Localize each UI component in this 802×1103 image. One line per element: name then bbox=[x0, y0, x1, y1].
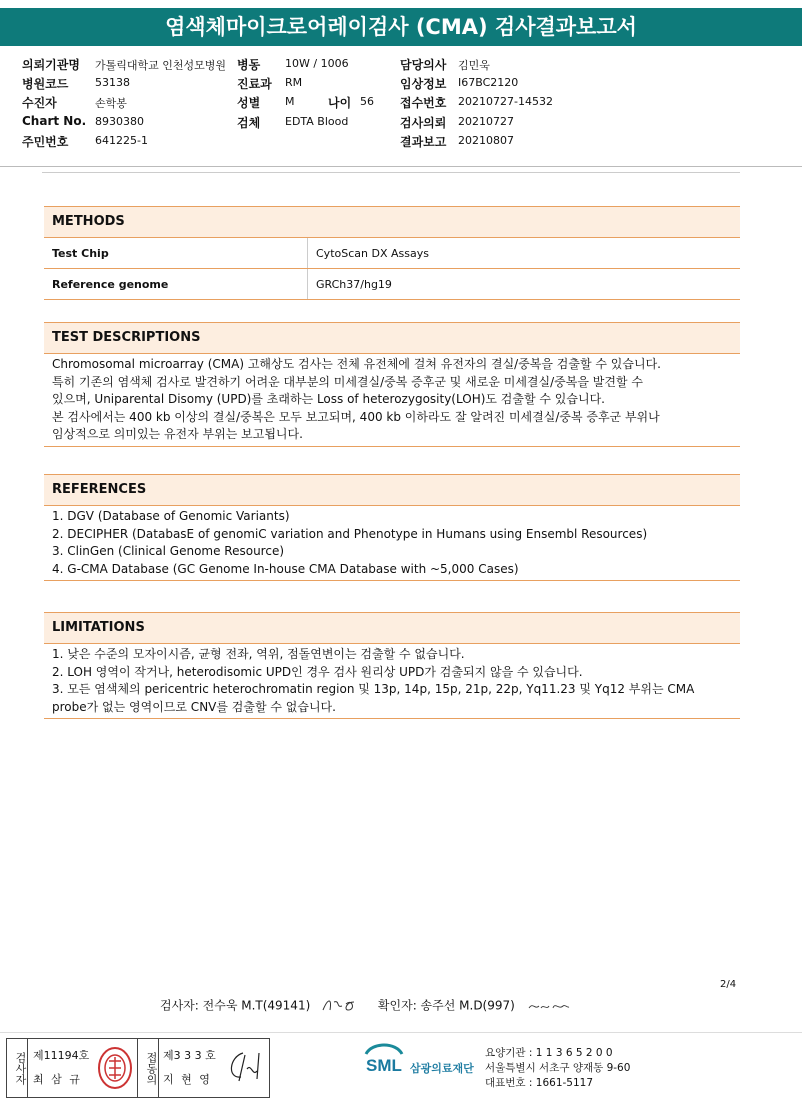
value-request-date: 20210727 bbox=[458, 115, 514, 128]
patient-info bbox=[0, 54, 802, 167]
footer-divider bbox=[0, 1032, 802, 1033]
signature-icon bbox=[223, 1049, 263, 1085]
label-resident-no: 주민번호 bbox=[22, 135, 69, 149]
org-contact bbox=[485, 1046, 630, 1091]
list-item: 2. LOH 영역이 작거나, heterodisomic UPD인 경우 검사 원리상 UPD가 검출되지 않을 수 있습니다. bbox=[52, 664, 583, 679]
label-ward: 병동 bbox=[237, 58, 261, 72]
limitations-section bbox=[44, 612, 740, 719]
examiner-text: 검사자: 전수욱 M.T(49141) bbox=[160, 998, 311, 1013]
label-chart-no: Chart No. bbox=[22, 114, 87, 128]
methods-key: Test Chip bbox=[44, 238, 308, 269]
label-specimen: 검체 bbox=[237, 116, 261, 130]
methods-key: Reference genome bbox=[44, 269, 308, 300]
right-vertical-label: 접동의 bbox=[137, 1039, 159, 1097]
confirmer-signature-icon bbox=[527, 998, 571, 1014]
label-department: 진료과 bbox=[237, 77, 272, 91]
label-clinical-info: 임상정보 bbox=[400, 77, 447, 91]
test-descriptions-body bbox=[44, 354, 740, 447]
report-title: 염색체마이크로어레이검사 (CMA) 검사결과보고서 bbox=[0, 8, 802, 46]
text-line: 특히 기존의 염색체 검사로 발견하기 어려운 대부분의 미세결실/중복 증후군 및 새로운 미세결실/중복을 발견할 수 bbox=[52, 374, 643, 389]
value-department: RM bbox=[285, 76, 303, 89]
text-line: Chromosomal microarray (CMA) 고해상도 검사는 전체 유전체에 걸쳐 유전자의 결실/중복을 검출할 수 있습니다. bbox=[52, 357, 661, 371]
label-receipt-no: 접수번호 bbox=[400, 96, 447, 110]
right-license-no: 제3 3 3 호 bbox=[163, 1049, 216, 1062]
certification-box bbox=[6, 1038, 270, 1098]
page-number: 2/4 bbox=[720, 979, 737, 990]
signature-line bbox=[160, 996, 571, 1016]
contact-line: 대표번호 : 1661-5117 bbox=[485, 1077, 594, 1089]
right-name: 지 현 영 bbox=[163, 1073, 212, 1086]
methods-table bbox=[44, 238, 740, 300]
list-item: 3. ClinGen (Clinical Genome Resource) bbox=[52, 544, 285, 558]
divider bbox=[42, 172, 740, 173]
contact-line: 서울특별시 서초구 양재동 9-60 bbox=[485, 1062, 631, 1074]
limitations-heading: LIMITATIONS bbox=[44, 612, 740, 644]
label-age: 나이 bbox=[328, 96, 352, 110]
text-line: 있으며, Uniparental Disomy (UPD)를 초래하는 Loss of heterozygosity(LOH)도 검출할 수 있습니다. bbox=[52, 392, 605, 406]
value-age: 56 bbox=[360, 95, 374, 108]
methods-value: GRCh37/hg19 bbox=[308, 269, 741, 300]
methods-value: CytoScan DX Assays bbox=[308, 238, 741, 269]
test-descriptions-section bbox=[44, 322, 740, 447]
references-heading: REFERENCES bbox=[44, 474, 740, 506]
examiner-signature-icon bbox=[320, 996, 360, 1016]
label-patient: 수진자 bbox=[22, 96, 57, 110]
value-ward: 10W / 1006 bbox=[285, 57, 349, 70]
table-row bbox=[44, 269, 740, 300]
references-section bbox=[44, 474, 740, 581]
limitations-body bbox=[44, 644, 740, 719]
value-report-date: 20210807 bbox=[458, 134, 514, 147]
value-patient: 손학봉 bbox=[95, 97, 127, 110]
value-specimen: EDTA Blood bbox=[285, 115, 349, 128]
value-receipt-no: 20210727-14532 bbox=[458, 95, 553, 108]
label-institution: 의뢰기관명 bbox=[22, 58, 80, 72]
value-doctor: 김민욱 bbox=[458, 59, 490, 72]
list-item: 4. G-CMA Database (GC Genome In-house CMA Database with ~5,000 Cases) bbox=[52, 561, 519, 576]
methods-section bbox=[44, 206, 740, 300]
value-resident-no: 641225-1 bbox=[95, 134, 148, 147]
list-item: 2. DECIPHER (DatabasE of genomiC variation and Phenotype in Humans using Ensembl Resources) bbox=[52, 526, 648, 541]
confirmer-text: 확인자: 송주선 M.D(997) bbox=[377, 998, 515, 1013]
seal-icon bbox=[95, 1045, 135, 1091]
value-clinical-info: I67BC2120 bbox=[458, 76, 519, 89]
left-vertical-label: 검사자 bbox=[7, 1039, 28, 1097]
org-name: 삼광의료재단 bbox=[410, 1062, 474, 1075]
value-chart-no: 8930380 bbox=[95, 115, 144, 128]
table-row bbox=[44, 238, 740, 269]
value-hospital-code: 53138 bbox=[95, 76, 130, 89]
list-item: probe가 없는 영역이므로 CNV를 검출할 수 없습니다. bbox=[52, 699, 336, 714]
value-sex: M bbox=[285, 95, 295, 108]
logo-text: SML bbox=[366, 1056, 402, 1075]
label-request-date: 검사의뢰 bbox=[400, 116, 447, 130]
label-sex: 성별 bbox=[237, 96, 261, 110]
value-institution: 가톨릭대학교 인천성모병원 bbox=[95, 59, 227, 72]
label-report-date: 결과보고 bbox=[400, 135, 447, 149]
list-item: 3. 모든 염색체의 pericentric heterochromatin region 및 13p, 14p, 15p, 21p, 22p, Yq11.23 및 Yq12 부위는 CMA bbox=[52, 682, 695, 696]
list-item: 1. DGV (Database of Genomic Variants) bbox=[52, 509, 290, 523]
methods-heading: METHODS bbox=[44, 206, 740, 238]
left-license-no: 제11194호 bbox=[33, 1049, 90, 1062]
text-line: 본 검사에서는 400 kb 이상의 결실/중복은 모두 보고되며, 400 kb 이하라도 잘 알려진 미세결실/중복 증후군 부위나 bbox=[52, 409, 660, 424]
references-body bbox=[44, 506, 740, 581]
test-descriptions-heading: TEST DESCRIPTIONS bbox=[44, 322, 740, 354]
left-name: 최 삼 규 bbox=[33, 1073, 82, 1086]
label-doctor: 담당의사 bbox=[400, 58, 447, 72]
text-line: 임상적으로 의미있는 유전자 부위는 보고됩니다. bbox=[52, 427, 303, 441]
list-item: 1. 낮은 수준의 모자이시즘, 균형 전좌, 역위, 점돌연변이는 검출할 수 없습니다. bbox=[52, 647, 465, 661]
contact-line: 요양기관 : 1 1 3 6 5 2 0 0 bbox=[485, 1047, 613, 1059]
label-hospital-code: 병원코드 bbox=[22, 77, 69, 91]
